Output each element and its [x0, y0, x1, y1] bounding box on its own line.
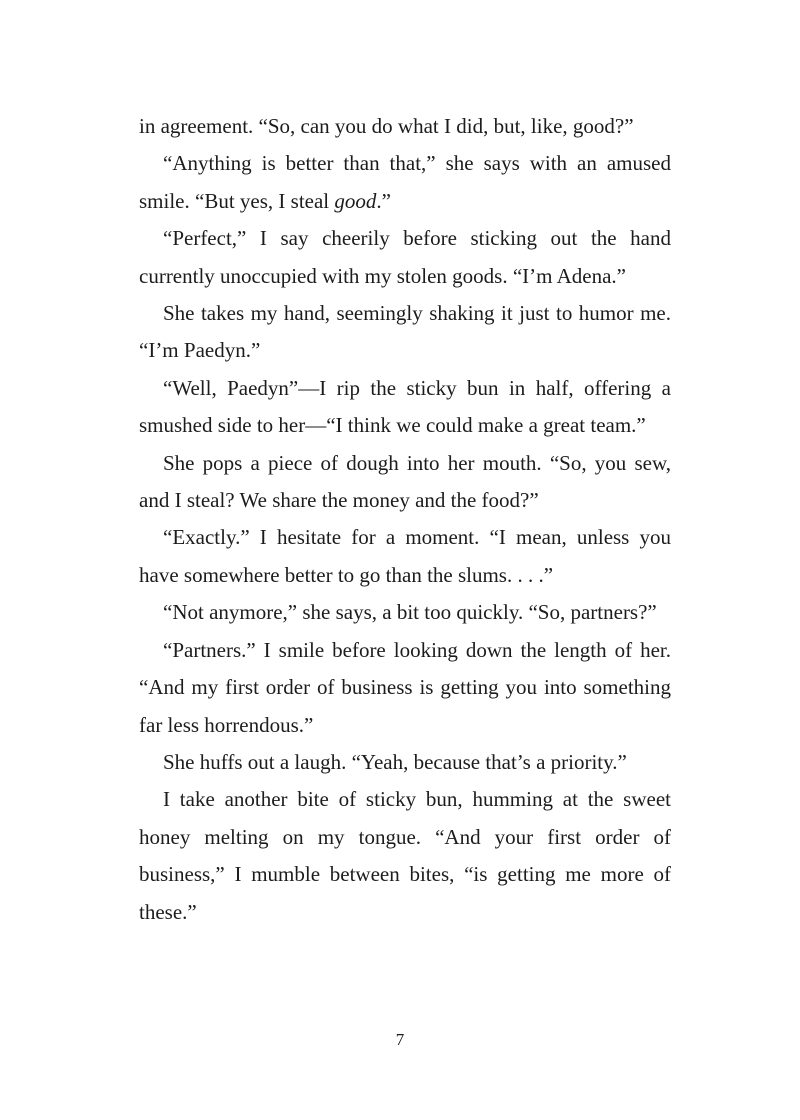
text-run: She huffs out a laugh. “Yeah, because that’s a priority.”: [163, 749, 627, 774]
paragraph: [139, 370, 671, 445]
paragraph: [139, 108, 671, 145]
paragraph: [139, 519, 671, 594]
paragraph: [139, 632, 671, 744]
text-run: .”: [376, 188, 391, 213]
paragraph: [139, 594, 671, 631]
paragraph: [139, 295, 671, 370]
text-run: “Perfect,” I say cheerily before sticking out the hand currently unoccupied with my stolen goods. “I’m Adena.”: [139, 226, 671, 288]
paragraph: [139, 744, 671, 781]
page-number: 7: [395, 1030, 405, 1049]
text-run: in agreement. “So, can you do what I did, but, like, good?”: [139, 114, 634, 138]
text-run: “Well, Paedyn”—I rip the sticky bun in half, offering a smushed side to her—“I think we could make a great team.”: [139, 375, 671, 438]
paragraph: [139, 445, 671, 520]
paragraph: [139, 145, 671, 220]
page-body: [139, 108, 671, 931]
italic-text: good: [334, 188, 377, 213]
text-run: She takes my hand, seemingly shaking it just to humor me. “I’m Paedyn.”: [139, 301, 671, 363]
text-run: “Not anymore,” she says, a bit too quickly. “So, partners?”: [163, 600, 657, 625]
text-run: She pops a piece of dough into her mouth. “So, you sew, and I steal? We share the money and the food?”: [139, 450, 671, 513]
text-run: “Anything is better than that,” she says with an amused smile. “But yes, I steal: [139, 151, 671, 213]
text-run: “Partners.” I smile before looking down the length of her. “And my first order of business is getting you into something far less horrendous.”: [139, 637, 671, 737]
paragraph: [139, 220, 671, 295]
paragraph: [139, 781, 671, 931]
text-run: I take another bite of sticky bun, humming at the sweet honey melting on my tongue. “And your first order of business,” I mumble between bites, “is getting me more of these.”: [139, 787, 671, 924]
text-run: “Exactly.” I hesitate for a moment. “I mean, unless you have somewhere better to go than the slums. . . .”: [139, 525, 671, 587]
